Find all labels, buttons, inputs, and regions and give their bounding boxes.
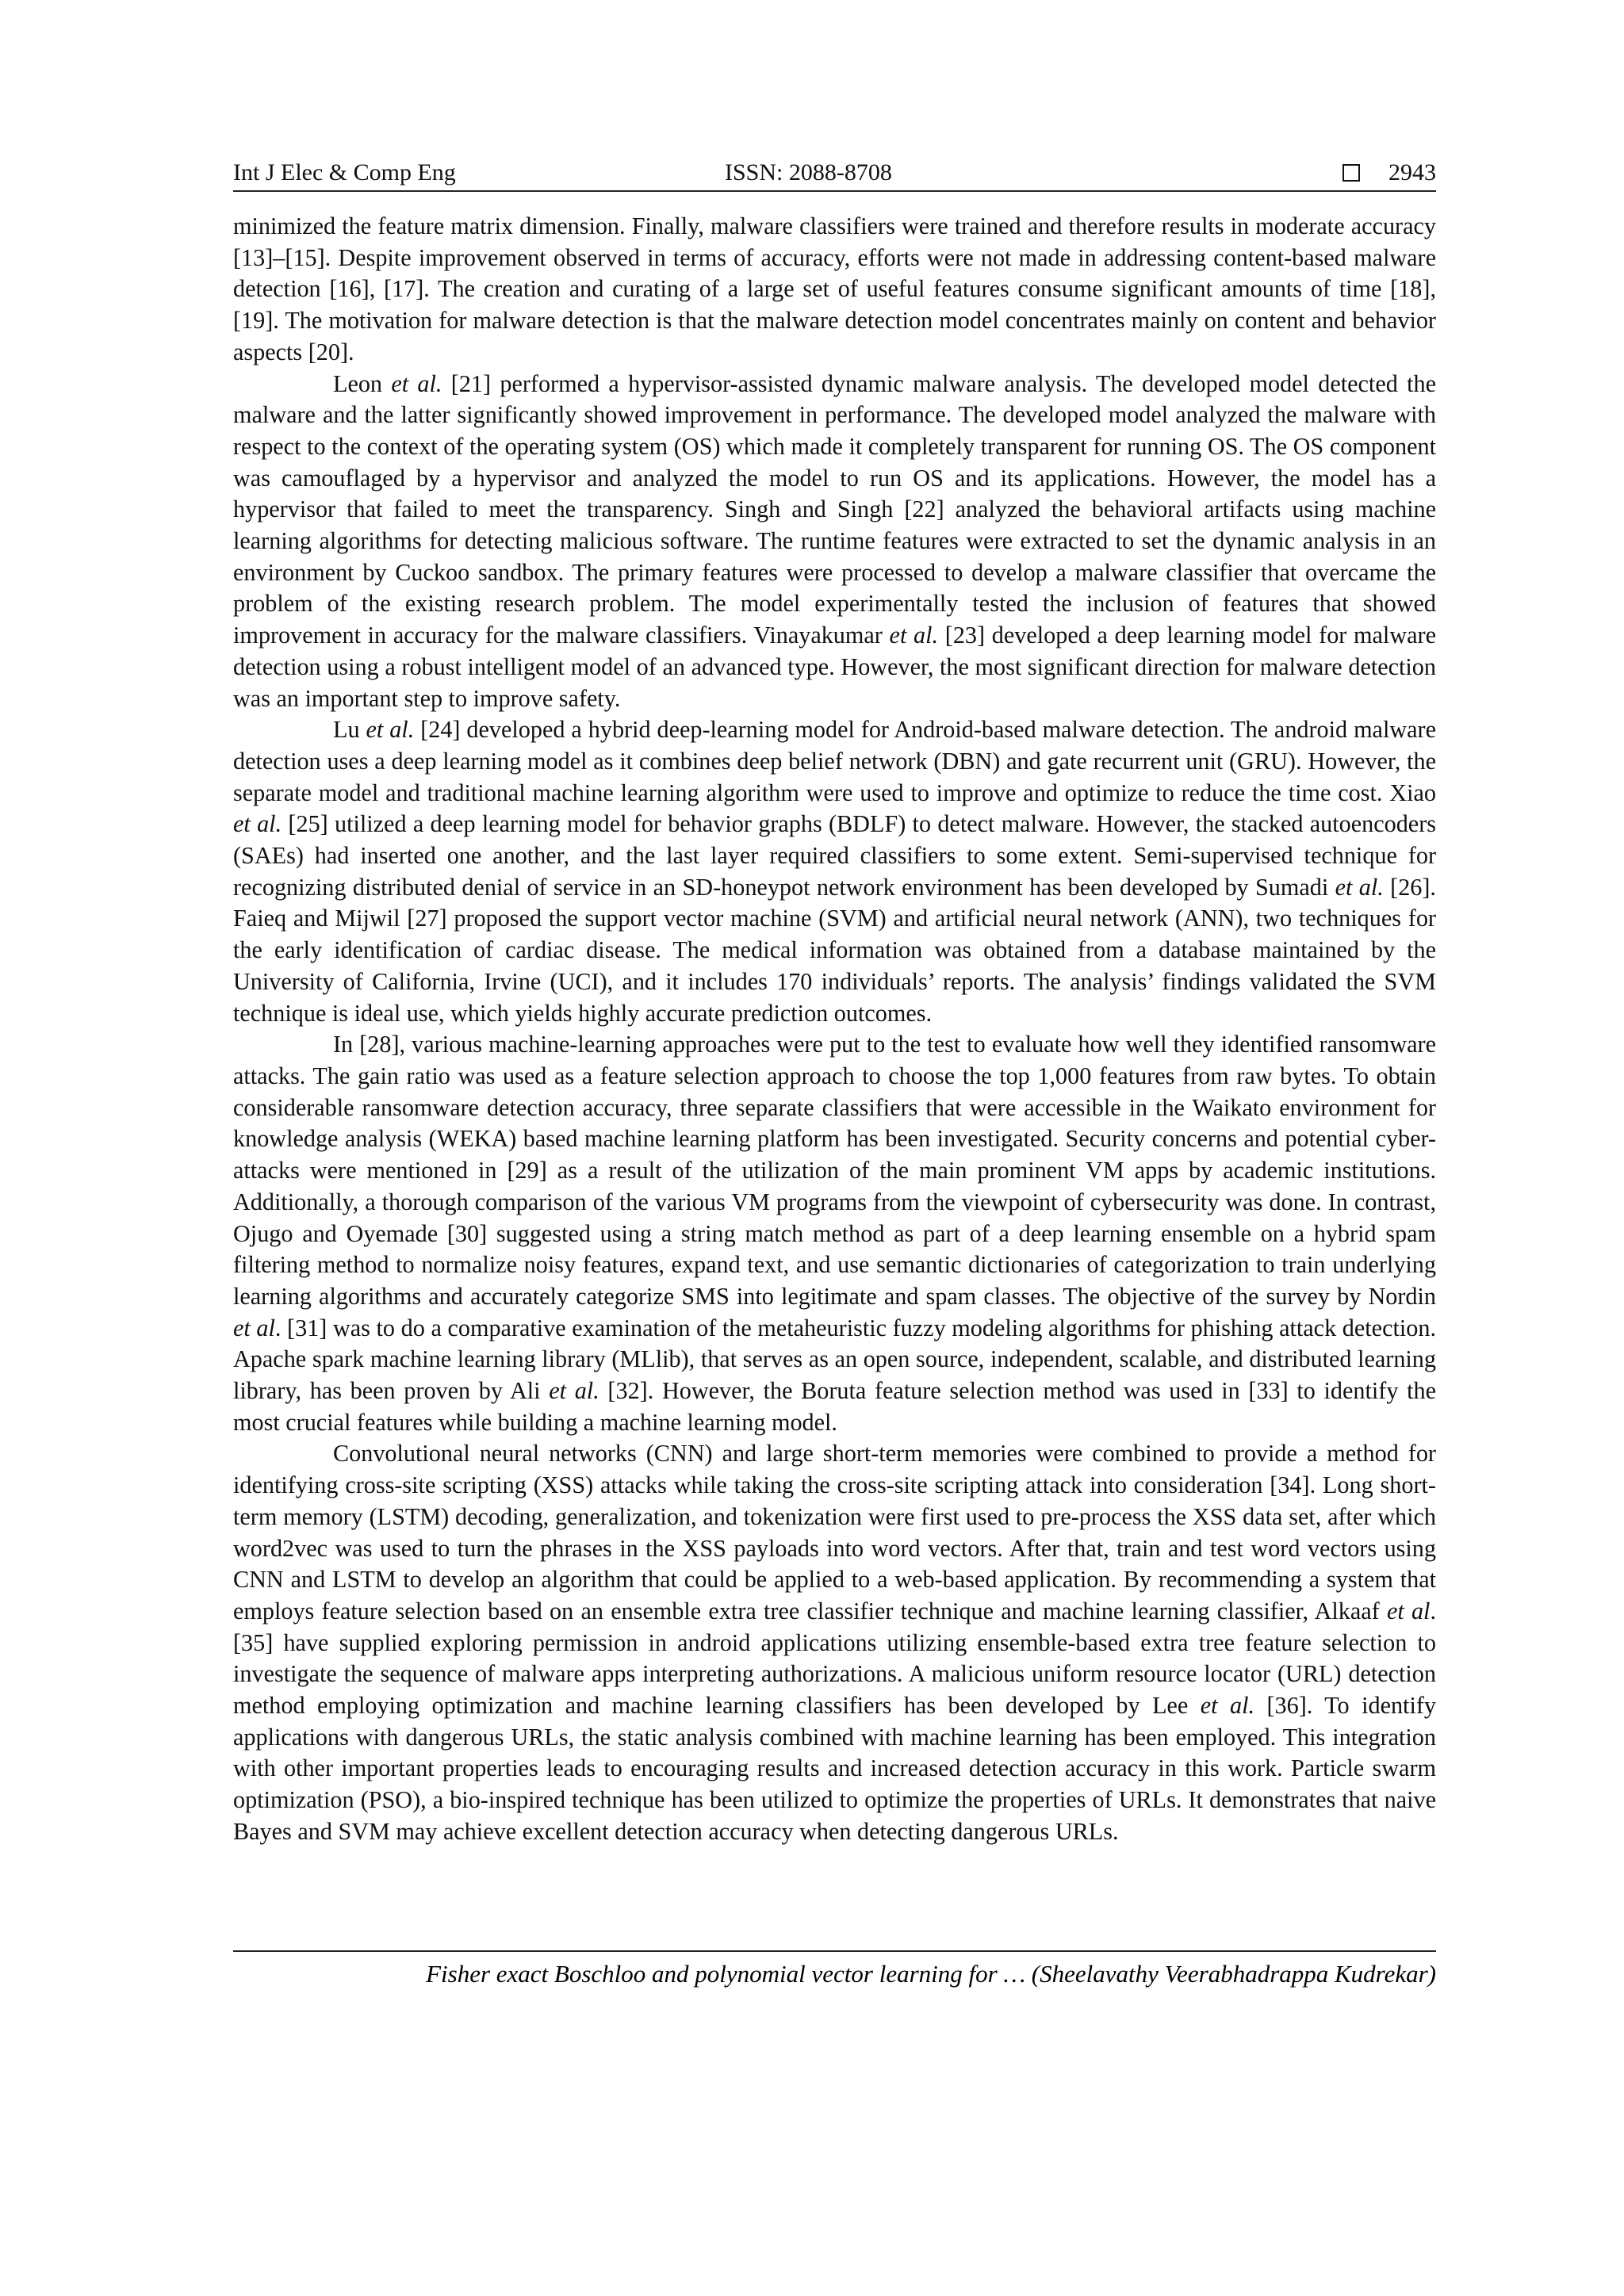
running-header xyxy=(233,155,1436,192)
italic-text: et al. xyxy=(549,1377,599,1405)
text-run: [25] utilized a deep learning model for behavior graphs (BDLF) to detect malware. However, the stacked autoencoders (SAEs) had inserted one another, and the last layer required classifiers to some extent. Semi-supervised technique for recognizing distributed denial of service in an SD-honeypot network environment has been developed by Sumadi xyxy=(233,810,1436,901)
text-run: . [31] was to do a comparative examination of the metaheuristic fuzzy modeling algorithms for phishing attack detection. Apache spark machine learning library (MLlib), that serves as an open source, independent, scalable, and distributed learning library, has been proven by Ali xyxy=(233,1314,1436,1405)
text-run: [32]. However, the Boruta feature selection method was used in [33] to identify the most crucial features while building a machine learning model. xyxy=(233,1377,1436,1436)
italic-text: et al. xyxy=(1335,873,1384,901)
page-number: 2943 xyxy=(1388,159,1436,186)
paragraph xyxy=(233,369,1436,715)
text-run: In [28], various machine-learning approaches were put to the test to evaluate how well they identified ransomware attacks. The gain ratio was used as a feature selection approach to choose the top 1,000 features from raw bytes. To obtain considerable ransomware detection accuracy, three separate classifiers that were accessible in the Waikato environment for knowledge analysis (WEKA) based machine learning platform has been investigated. Security concerns and potential cyber-attacks were mentioned in [29] as a result of the utilization of the main prominent VM apps by academic institutions. Additionally, a thorough comparison of the various VM programs from the viewpoint of cybersecurity was done. In contrast, Ojugo and Oyemade [30] suggested using a string match method as part of a deep learning ensemble on a hybrid spam filtering method to normalize noisy features, expand text, and use semantic dictionaries of categorization to train underlying learning algorithms and accurately categorize SMS into legitimate and spam classes. The objective of the survey by Nordin xyxy=(233,1031,1436,1310)
checkbox-icon xyxy=(1342,164,1360,182)
paper-page xyxy=(233,155,1436,1848)
text-run: Convolutional neural networks (CNN) and large short-term memories were combined to provide a method for identifying cross-site scripting (XSS) attacks while taking the cross-site scripting attack into consideration [34]. Long short-term memory (LSTM) decoding, generalization, and tokenization were first used to pre-process the XSS data set, after which word2vec was used to turn the phrases in the XSS payloads into word vectors. After that, train and test word vectors using CNN and LSTM to develop an algorithm that could be applied to a web-based application. By recommending a system that employs feature selection based on an ensemble extra tree classifier technique and machine learning classifier, Alkaaf xyxy=(233,1440,1436,1624)
text-run: [24] developed a hybrid deep-learning model for Android-based malware detection. The android malware detection uses a deep learning model as it combines deep belief network (DBN) and gate recurrent unit (GRU). However, the separate model and traditional machine learning algorithm were used to improve and optimize to reduce the time cost. Xiao xyxy=(233,716,1436,806)
italic-text: et al. xyxy=(233,810,282,838)
footer-title: Fisher exact Boschloo and polynomial vector learning for … (Sheelavathy Veerabhadrappa Kudrekar) xyxy=(426,1960,1436,1988)
italic-text: et al. xyxy=(391,369,442,397)
page-number-group xyxy=(1342,155,1436,190)
text-run: [36]. To identify applications with dangerous URLs, the static analysis combined with machine learning has been employed. This integration with other important properties leads to encouraging results and increased detection accuracy in this work. Particle swarm optimization (PSO), a bio-inspired technique has been utilized to optimize the properties of URLs. It demonstrates that naive Bayes and SVM may achieve excellent detection accuracy when detecting dangerous URLs. xyxy=(233,1692,1436,1845)
text-run: Leon xyxy=(333,369,392,397)
italic-text: et al xyxy=(233,1314,275,1341)
paragraph xyxy=(233,211,1436,369)
issn: ISSN: 2088-8708 xyxy=(725,159,892,186)
text-run: minimized the feature matrix dimension. Finally, malware classifiers were trained and therefore results in moderate accuracy [13]–[15]. Despite improvement observed in terms of accuracy, efforts were not made in addressing content-based malware detection [16], [17]. The creation and curating of a large set of useful features consume significant amounts of time [18], [19]. The motivation for malware detection is that the malware detection model concentrates mainly on content and behavior aspects [20]. xyxy=(233,212,1436,365)
paragraph xyxy=(233,1438,1436,1847)
paragraph xyxy=(233,1029,1436,1438)
body-text xyxy=(233,211,1436,1848)
text-run: . [35] have supplied exploring permission in android applications utilizing ensemble-based extra tree feature selection to investigate the sequence of malware apps interpreting authorizations. A malicious uniform resource locator (URL) detection method employing optimization and machine learning classifiers has been developed by Lee xyxy=(233,1597,1436,1720)
paragraph xyxy=(233,714,1436,1029)
text-run: [23] developed a deep learning model for malware detection using a robust intelligent model of an advanced type. However, the most significant direction for malware detection was an important step to improve safety. xyxy=(233,622,1436,712)
italic-text: et al. xyxy=(366,716,415,744)
running-footer xyxy=(233,1950,1436,1992)
text-run: [21] performed a hypervisor-assisted dynamic malware analysis. The developed model detected the malware and the latter significantly showed improvement in performance. The developed model analyzed the malware with respect to the context of the operating system (OS) which made it completely transparent for running OS. The OS component was camouflaged by a hypervisor and analyzed the model to run OS and its applications. However, the model has a hypervisor that failed to meet the transparency. Singh and Singh [22] analyzed the behavioral artifacts using machine learning algorithms for detecting malicious software. The runtime features were extracted to set the dynamic analysis in an environment by Cuckoo sandbox. The primary features were processed to develop a malware classifier that overcame the problem of the existing research problem. The model experimentally tested the inclusion of features that showed improvement in accuracy for the malware classifiers. Vinayakumar xyxy=(233,369,1436,649)
italic-text: et al. xyxy=(1200,1692,1255,1720)
italic-text: et al xyxy=(1386,1597,1431,1624)
text-run: [26]. Faieq and Mijwil [27] proposed the support vector machine (SVM) and artificial neural network (ANN), two techniques for the early identification of cardiac disease. The medical information was obtained from a database maintained by the University of California, Irvine (UCI), and it includes 170 individuals’ reports. The analysis’ findings validated the SVM technique is ideal use, which yields highly accurate prediction outcomes. xyxy=(233,873,1436,1027)
text-run: Lu xyxy=(333,716,366,744)
journal-name: Int J Elec & Comp Eng xyxy=(233,159,456,186)
italic-text: et al. xyxy=(889,622,939,649)
